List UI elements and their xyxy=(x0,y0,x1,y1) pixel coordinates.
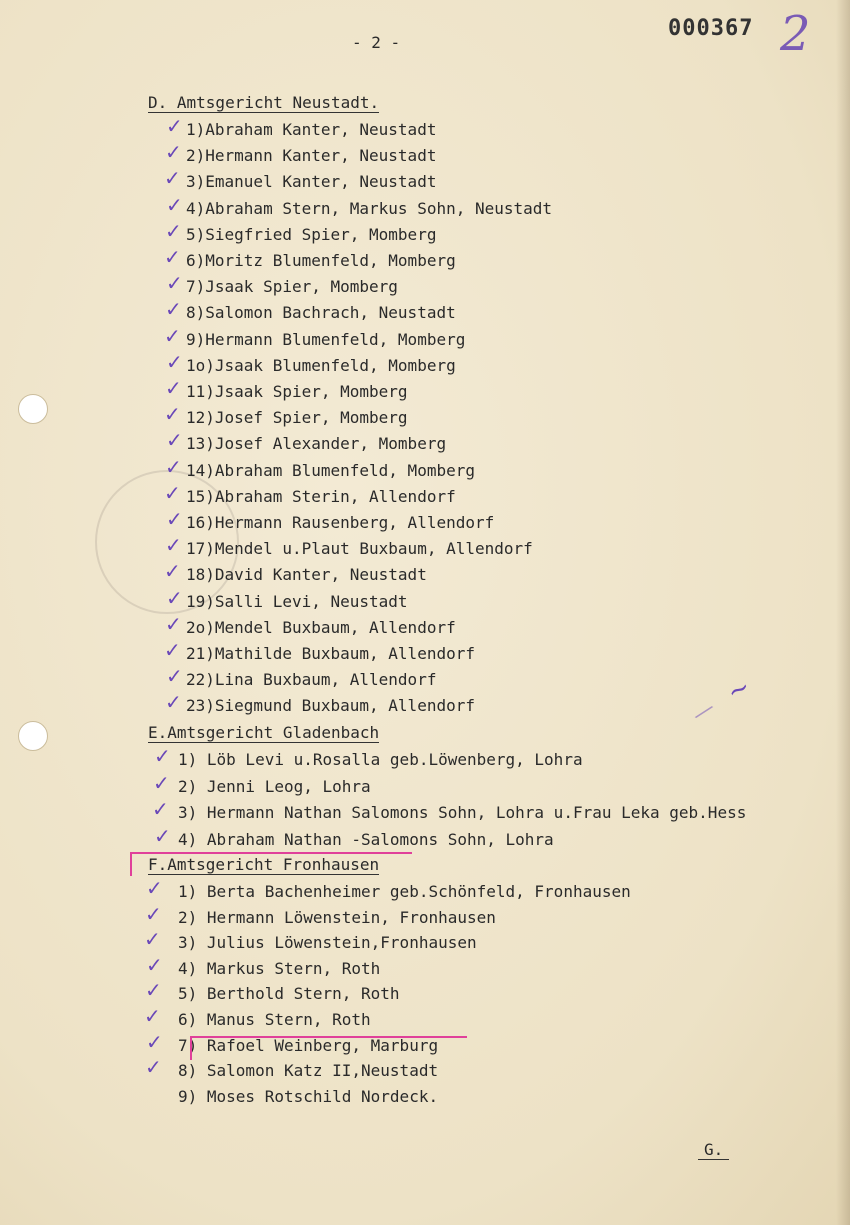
list-item: 4) Abraham Nathan -Salomons Sohn, Lohra xyxy=(178,830,554,849)
list-item: 8)Salomon Bachrach, Neustadt xyxy=(186,303,456,322)
list-item: 1o)Jsaak Blumenfeld, Momberg xyxy=(186,356,456,375)
check-mark-icon: ✓ xyxy=(146,876,163,900)
list-item: 3) Hermann Nathan Salomons Sohn, Lohra u.Frau Leka geb.Hess xyxy=(178,803,747,822)
list-item: 14)Abraham Blumenfeld, Momberg xyxy=(186,461,475,480)
check-mark-icon: ✓ xyxy=(145,978,162,1002)
list-item: 9) Moses Rotschild Nordeck. xyxy=(178,1087,439,1106)
check-mark-icon: ✓ xyxy=(145,1055,162,1079)
margin-scribble: / xyxy=(694,699,714,726)
check-mark-icon: ✓ xyxy=(164,324,181,348)
check-mark-icon: ✓ xyxy=(154,744,171,768)
check-mark-icon: ✓ xyxy=(164,402,181,426)
list-item: 4)Abraham Stern, Markus Sohn, Neustadt xyxy=(186,199,553,218)
list-item: 2) Jenni Leog, Lohra xyxy=(178,777,371,796)
check-mark-icon: ✓ xyxy=(166,350,183,374)
continuation-marker: G. xyxy=(698,1140,729,1160)
list-item: 1) Berta Bachenheimer geb.Schönfeld, Fronhausen xyxy=(178,882,631,901)
page-edge-shadow xyxy=(836,0,850,1225)
check-mark-icon: ✓ xyxy=(145,902,162,926)
section-heading-d: D. Amtsgericht Neustadt. xyxy=(148,93,380,112)
list-item: 2) Hermann Löwenstein, Fronhausen xyxy=(178,908,496,927)
check-mark-icon: ✓ xyxy=(165,219,182,243)
check-mark-icon: ✓ xyxy=(165,612,182,636)
document-number: 000367 xyxy=(668,16,754,41)
punch-hole xyxy=(18,394,48,424)
check-mark-icon: ✓ xyxy=(166,586,183,610)
check-mark-icon: ✓ xyxy=(166,114,183,138)
list-item: 15)Abraham Sterin, Allendorf xyxy=(186,487,456,506)
pink-bracket-mark xyxy=(130,852,412,876)
check-mark-icon: ✓ xyxy=(165,690,182,714)
section-heading-f: F.Amtsgericht Fronhausen xyxy=(148,855,380,874)
list-item: 8) Salomon Katz II,Neustadt xyxy=(178,1061,439,1080)
section-heading-e: E.Amtsgericht Gladenbach xyxy=(148,723,380,742)
list-item: 16)Hermann Rausenberg, Allendorf xyxy=(186,513,495,532)
punch-hole xyxy=(18,721,48,751)
list-item: 3) Julius Löwenstein,Fronhausen xyxy=(178,933,477,952)
list-item: 2)Hermann Kanter, Neustadt xyxy=(186,146,437,165)
list-item: 11)Jsaak Spier, Momberg xyxy=(186,382,408,401)
check-mark-icon: ✓ xyxy=(166,664,183,688)
check-mark-icon: ✓ xyxy=(144,1004,161,1028)
list-item: 7) Rafoel Weinberg, Marburg xyxy=(178,1036,439,1055)
check-mark-icon: ✓ xyxy=(153,771,170,795)
check-mark-icon: ✓ xyxy=(146,953,163,977)
list-item: 9)Hermann Blumenfeld, Momberg xyxy=(186,330,466,349)
check-mark-icon: ✓ xyxy=(166,193,183,217)
check-mark-icon: ✓ xyxy=(154,824,171,848)
list-item: 5)Siegfried Spier, Momberg xyxy=(186,225,437,244)
margin-scribble: ~ xyxy=(722,671,756,709)
pink-bracket-mark xyxy=(190,1036,467,1060)
check-mark-icon: ✓ xyxy=(165,455,182,479)
list-item: 18)David Kanter, Neustadt xyxy=(186,565,427,584)
list-item: 19)Salli Levi, Neustadt xyxy=(186,592,408,611)
list-item: 6)Moritz Blumenfeld, Momberg xyxy=(186,251,456,270)
list-item: 1)Abraham Kanter, Neustadt xyxy=(186,120,437,139)
list-item: 7)Jsaak Spier, Momberg xyxy=(186,277,398,296)
check-mark-icon: ✓ xyxy=(165,140,182,164)
check-mark-icon: ✓ xyxy=(144,927,161,951)
check-mark-icon: ✓ xyxy=(164,638,181,662)
check-mark-icon: ✓ xyxy=(166,507,183,531)
page-marker: - 2 - xyxy=(352,33,401,52)
list-item: 5) Berthold Stern, Roth xyxy=(178,984,400,1003)
list-item: 17)Mendel u.Plaut Buxbaum, Allendorf xyxy=(186,539,533,558)
list-item: 13)Josef Alexander, Momberg xyxy=(186,434,447,453)
check-mark-icon: ✓ xyxy=(146,1030,163,1054)
list-item: 3)Emanuel Kanter, Neustadt xyxy=(186,172,437,191)
check-mark-icon: ✓ xyxy=(164,559,181,583)
list-item: 21)Mathilde Buxbaum, Allendorf xyxy=(186,644,475,663)
handwritten-page-number: 2 xyxy=(780,6,811,62)
list-item: 1) Löb Levi u.Rosalla geb.Löwenberg, Lohra xyxy=(178,750,583,769)
check-mark-icon: ✓ xyxy=(166,428,183,452)
check-mark-icon: ✓ xyxy=(166,271,183,295)
list-item: 23)Siegmund Buxbaum, Allendorf xyxy=(186,696,475,715)
check-mark-icon: ✓ xyxy=(164,481,181,505)
check-mark-icon: ✓ xyxy=(165,297,182,321)
list-item: 4) Markus Stern, Roth xyxy=(178,959,381,978)
list-item: 6) Manus Stern, Roth xyxy=(178,1010,371,1029)
list-item: 12)Josef Spier, Momberg xyxy=(186,408,408,427)
list-item: 22)Lina Buxbaum, Allendorf xyxy=(186,670,437,689)
check-mark-icon: ✓ xyxy=(164,245,181,269)
list-item: 2o)Mendel Buxbaum, Allendorf xyxy=(186,618,456,637)
check-mark-icon: ✓ xyxy=(152,797,169,821)
check-mark-icon: ✓ xyxy=(165,376,182,400)
check-mark-icon: ✓ xyxy=(165,533,182,557)
check-mark-icon: ✓ xyxy=(164,166,181,190)
